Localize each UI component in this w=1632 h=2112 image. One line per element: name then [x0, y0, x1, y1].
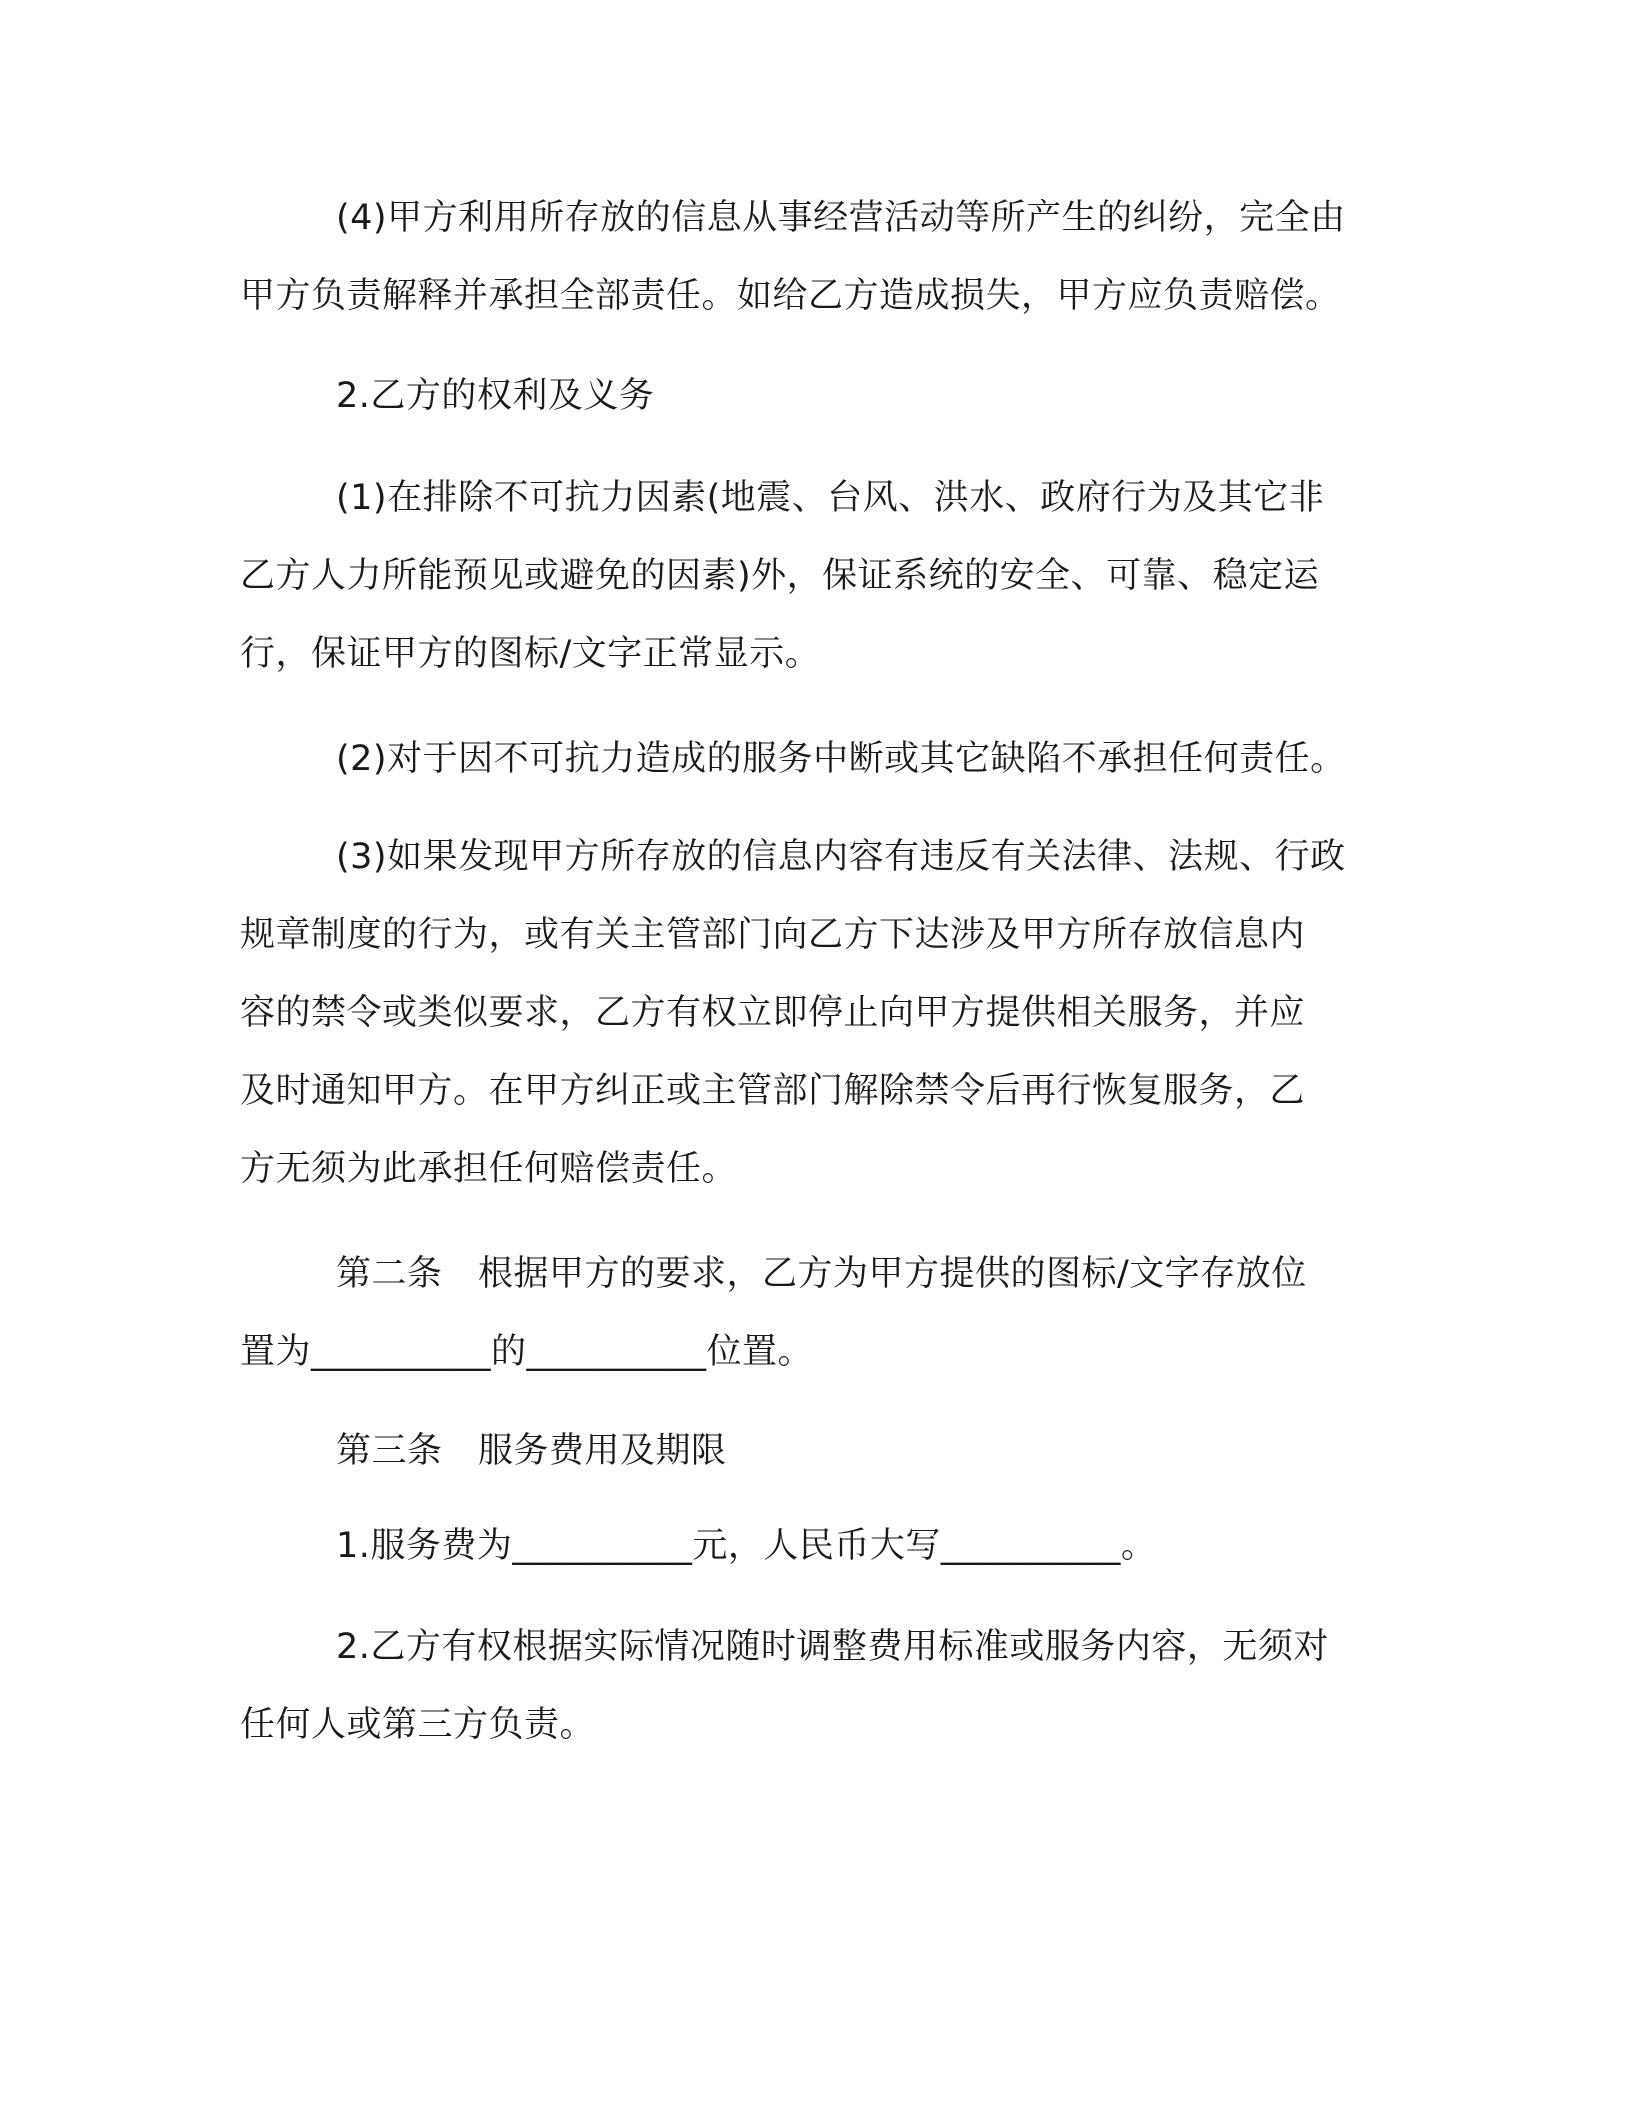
text-line: 行，保证甲方的图标/文字正常显示。 [240, 634, 821, 674]
text-line: 1.服务费为__________元，人民币大写__________。 [336, 1526, 1157, 1566]
section-heading-party-b-rights [240, 357, 1400, 435]
text-line: 乙方人力所能预见或避免的因素)外，保证系统的安全、可靠、稳定运 [240, 556, 1320, 596]
paragraph-no-liability [240, 720, 1400, 798]
text-line: 甲方负责解释并承担全部责任。如给乙方造成损失，甲方应负责赔偿。 [240, 276, 1341, 316]
paragraph-party-a-liability [240, 179, 1400, 335]
article-two [240, 1235, 1400, 1391]
text-line: (2)对于因不可抗力造成的服务中断或其它缺陷不承担任何责任。 [336, 739, 1346, 779]
paragraph-fee-adjustment [240, 1608, 1400, 1764]
text-line: 任何人或第三方负责。 [240, 1705, 596, 1745]
text-line: 及时通知甲方。在甲方纠正或主管部门解除禁令后再行恢复服务，乙 [240, 1071, 1306, 1111]
paragraph-content-violation [240, 818, 1400, 1208]
text-line: (3)如果发现甲方所存放的信息内容有违反有关法律、法规、行政 [336, 837, 1346, 877]
text-line: 置为__________的__________位置。 [240, 1332, 814, 1372]
text-line: 2.乙方的权利及义务 [336, 376, 655, 416]
paragraph-force-majeure [240, 459, 1400, 693]
text-line: 方无须为此承担任何赔偿责任。 [240, 1149, 738, 1189]
article-three-heading [240, 1412, 1400, 1490]
text-line: 第三条 服务费用及期限 [336, 1431, 727, 1471]
text-line: 规章制度的行为，或有关主管部门向乙方下达涉及甲方所存放信息内 [240, 915, 1306, 955]
text-line: (4)甲方利用所存放的信息从事经营活动等所产生的纠纷，完全由 [336, 198, 1346, 238]
text-line: 2.乙方有权根据实际情况随时调整费用标准或服务内容，无须对 [336, 1627, 1329, 1667]
paragraph-service-fee [240, 1507, 1400, 1585]
text-line: (1)在排除不可抗力因素(地震、台风、洪水、政府行为及其它非 [336, 478, 1325, 518]
text-line: 第二条 根据甲方的要求，乙方为甲方提供的图标/文字存放位 [336, 1254, 1307, 1294]
text-line: 容的禁令或类似要求，乙方有权立即停止向甲方提供相关服务，并应 [240, 993, 1306, 1033]
